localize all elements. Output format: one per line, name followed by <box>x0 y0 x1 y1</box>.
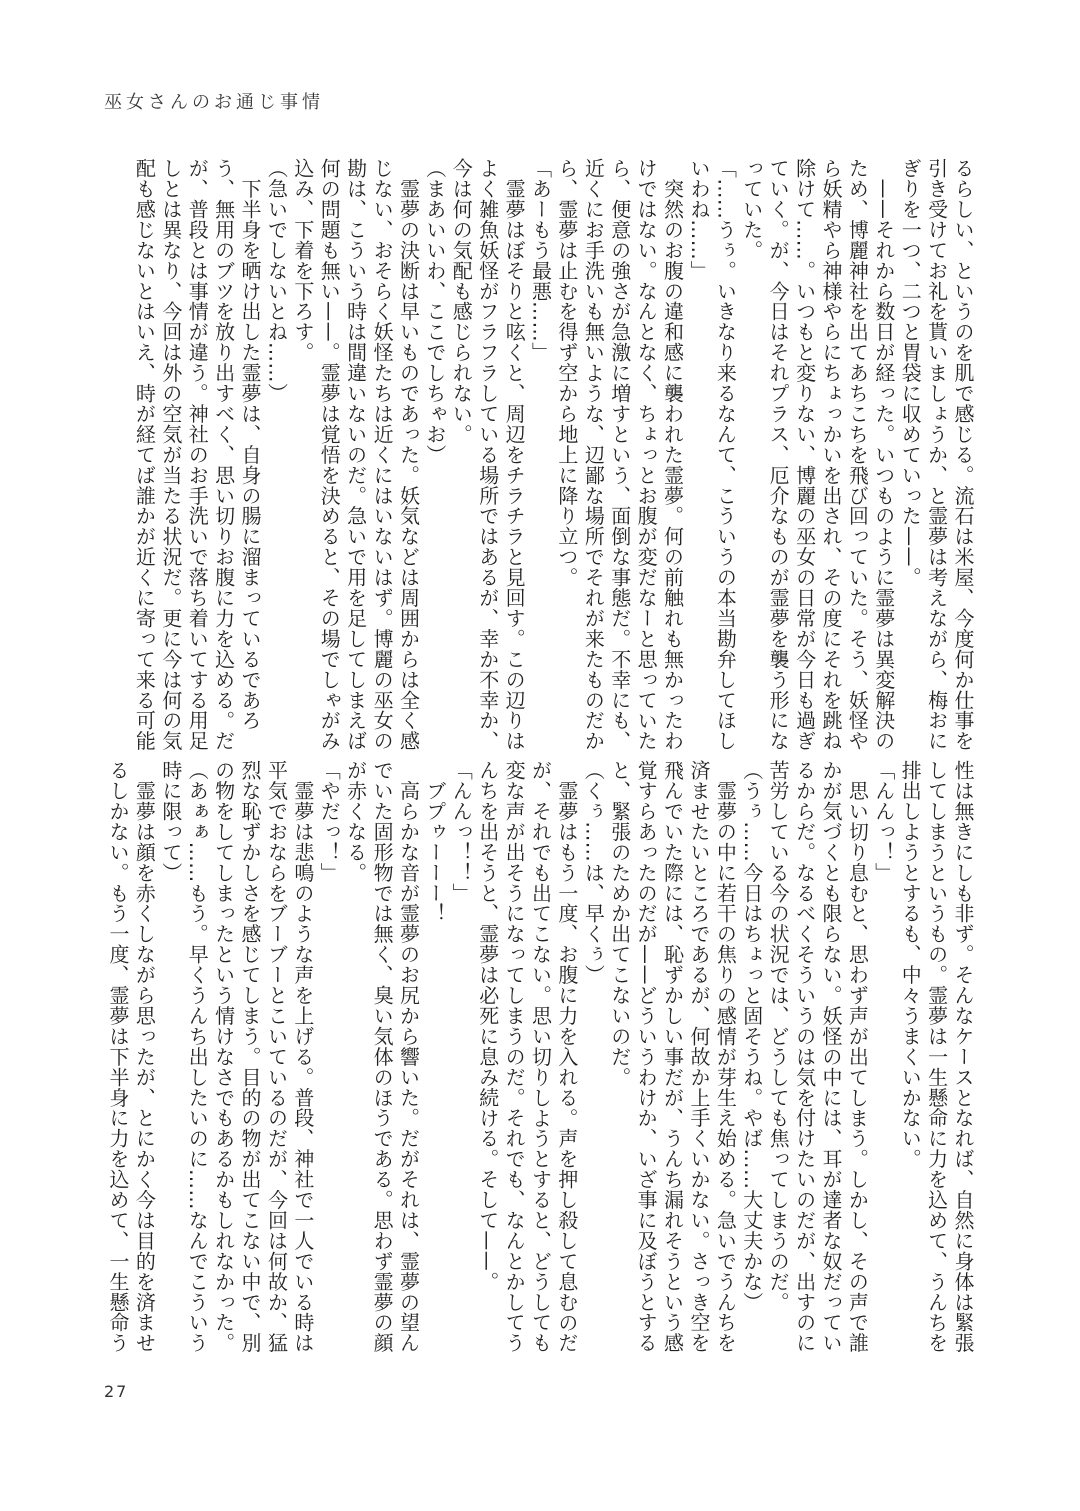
text-line: ぎりを一つ、二つと胃袋に収めていった——。 <box>898 158 923 588</box>
text-line: 突然のお腹の違和感に襲われた霊夢。何の前触れも無かったわ <box>660 158 685 752</box>
text-line: 高らかな音が霊夢のお尻から響いた。だがそれは、霊夢の望ん <box>396 760 421 1354</box>
text-line: るからだ。なるべくそういうのは気を付けたいのだが、出すのに <box>792 760 817 1354</box>
text-line: 飛んでいた際には、恥ずかしい事だが、うんち漏れそうという感 <box>660 760 685 1354</box>
text-line: が赤くなる。 <box>343 760 368 883</box>
text-line: 勘は、こういう時は間違いないのだ。急いで用を足してしまえば <box>343 158 368 752</box>
text-line: んちを出そうと、霊夢は必死に息み続ける。そして——。 <box>475 760 500 1292</box>
text-line: かが気づくとも限らない。妖怪の中には、耳が達者な奴だってい <box>818 760 843 1354</box>
text-line: 霊夢はぼそりと呟くと、周辺をチラチラと見回す。この辺りは <box>502 158 527 752</box>
text-line: ら妖精やら神様やらにちょっかいを出され、その度にそれを跳ね <box>818 158 843 752</box>
text-line: 性は無きにしも非ず。そんなケースとなれば、自然に身体は緊張 <box>951 760 975 1354</box>
text-line: 霊夢の決断は早いものであった。妖気などは周囲からは全く感 <box>396 158 421 752</box>
text-line: 思い切り息むと、思わず声が出てしまう。しかし、その声で誰 <box>845 760 870 1354</box>
text-line: 「やだっ！」 <box>317 760 342 883</box>
text-block-bottom <box>105 760 976 1370</box>
running-header-title: 巫女さんのお通じ事情 <box>104 92 324 113</box>
text-line: 霊夢の中に若干の焦りの感情が芽生え始める。急いでうんちを <box>713 760 738 1354</box>
text-line: 下半身を晒け出した霊夢は、自身の腸に溜まっているであろ <box>238 158 263 731</box>
text-line: いわね……」 <box>686 158 711 281</box>
text-line: う、無用のブツを放り出すべく、思い切りお腹に力を込める。だ <box>211 158 236 752</box>
text-line: よく雑魚妖怪がフラフラしている場所ではあるが、幸か不幸か、 <box>475 158 500 752</box>
text-line: 変な声が出そうになってしまうのだ。それでも、なんとかしてう <box>502 760 527 1354</box>
text-line: しとは異なり、今回は外の空気が当たる状況だ。更に今は何の気 <box>158 158 183 752</box>
text-line: ブプゥーーー！ <box>422 760 447 924</box>
text-line: ——それから数日が経った。いつものように霊夢は異変解決の <box>871 158 896 752</box>
text-line: 「……うぅ。いきなり来るなんて、こういうの本当勘弁してほし <box>713 158 738 752</box>
page-number: 27 <box>104 1382 129 1401</box>
text-line: 何の問題も無い——。霊夢は覚悟を決めると、その場でしゃがみ <box>317 158 342 752</box>
text-line: 配も感じないとはいえ、時が経てば誰かが近くに寄って来る可能 <box>132 158 157 752</box>
text-line: 除けて……。いつもと変りない、博麗の巫女の日常が今日も過ぎ <box>792 158 817 752</box>
text-line: （まあいいわ、ここでしちゃお） <box>422 158 447 465</box>
text-line: 霊夢はもう一度、お腹に力を入れる。声を押し殺して息むのだ <box>554 760 579 1354</box>
text-line: （くぅ……は、早くぅ） <box>581 760 606 985</box>
text-line: 「あーもう最悪……」 <box>528 158 553 363</box>
text-line: 時に限って） <box>158 760 183 883</box>
text-line: と、緊張のためか出てこないのだ。 <box>607 760 632 1088</box>
text-line: じない、おそらく妖怪たちは近くにはいないはず。博麗の巫女の <box>370 158 395 752</box>
text-line: ため、博麗神社を出てあちこちを飛び回っていた。そう、妖怪や <box>845 158 870 752</box>
text-line: 込み、下着を下ろす。 <box>290 158 315 363</box>
text-line: が、普段とは事情が違う。神社のお手洗いで落ち着いてする用足 <box>185 158 210 752</box>
text-line: 済ませたいところであるが、何故か上手くいかない。さっき空を <box>686 760 711 1354</box>
text-line: 引き受けてお礼を貰いましょうか、と霊夢は考えながら、梅おに <box>924 158 949 752</box>
text-line: けではない。なんとなく、ちょっとお腹が変だなーと思っていた <box>634 158 659 752</box>
text-line: でいた固形物では無く、臭い気体のほうである。思わず霊夢の顔 <box>370 760 395 1354</box>
text-line: 近くにお手洗いも無いような、辺鄙な場所でそれが来たものだか <box>581 158 606 752</box>
text-line: （急いでしないとね……） <box>264 158 289 404</box>
text-line: 「んんっ！」 <box>871 760 896 883</box>
text-line: 霊夢は悲鳴のような声を上げる。普段、神社で一人でいる時は <box>290 760 315 1354</box>
text-line: （あぁぁ……もう。早くうんち出したいのに……なんでこういう <box>185 760 210 1354</box>
text-line: るらしい、というのを肌で感じる。流石は米屋、今度何か仕事を <box>951 158 975 752</box>
text-block-top <box>131 158 976 758</box>
text-line: 覚すらあったのだが——どういうわけか、いざ事に及ぼうとする <box>634 760 659 1354</box>
text-line: が、それでも出てこない。思い切りしようとすると、どうしても <box>528 760 553 1354</box>
text-line: 霊夢は顔を赤くしながら思ったが、とにかく今は目的を済ませ <box>132 760 157 1354</box>
text-line: ら、便意の強さが急激に増すという、面倒な事態だ。不幸にも、 <box>607 158 632 752</box>
text-line: 苦労している今の状況では、どうしても焦ってしまうのだ。 <box>766 760 791 1313</box>
text-line: の物をしてしまったという情けなさでもあるかもしれなかった。 <box>211 760 236 1354</box>
text-line: 烈な恥ずかしさを感じてしまう。目的の物が出てこない中で、別 <box>238 760 263 1354</box>
text-line: してしまうというもの。霊夢は一生懸命に力を込めて、うんちを <box>924 760 949 1354</box>
text-line: 今は何の気配も感じられない。 <box>449 158 474 445</box>
text-line: ていく。が、今日はそれプラス、厄介なものが霊夢を襲う形にな <box>766 158 791 752</box>
text-line: ら、霊夢は止むを得ず空から地上に降り立つ。 <box>554 158 579 588</box>
text-line: 「んんっ！！」 <box>449 760 474 904</box>
text-line: （うぅ……今日はちょっと固そうね。やば……大丈夫かな） <box>739 760 764 1313</box>
text-line: 排出しようとするも、中々うまくいかない。 <box>898 760 923 1169</box>
text-line: るしかない。もう一度、霊夢は下半身に力を込めて、一生懸命う <box>106 760 130 1354</box>
text-line: 平気でおならをブーブーとこいているのだが、今回は何故か、猛 <box>264 760 289 1354</box>
text-line: っていた。 <box>739 158 764 261</box>
